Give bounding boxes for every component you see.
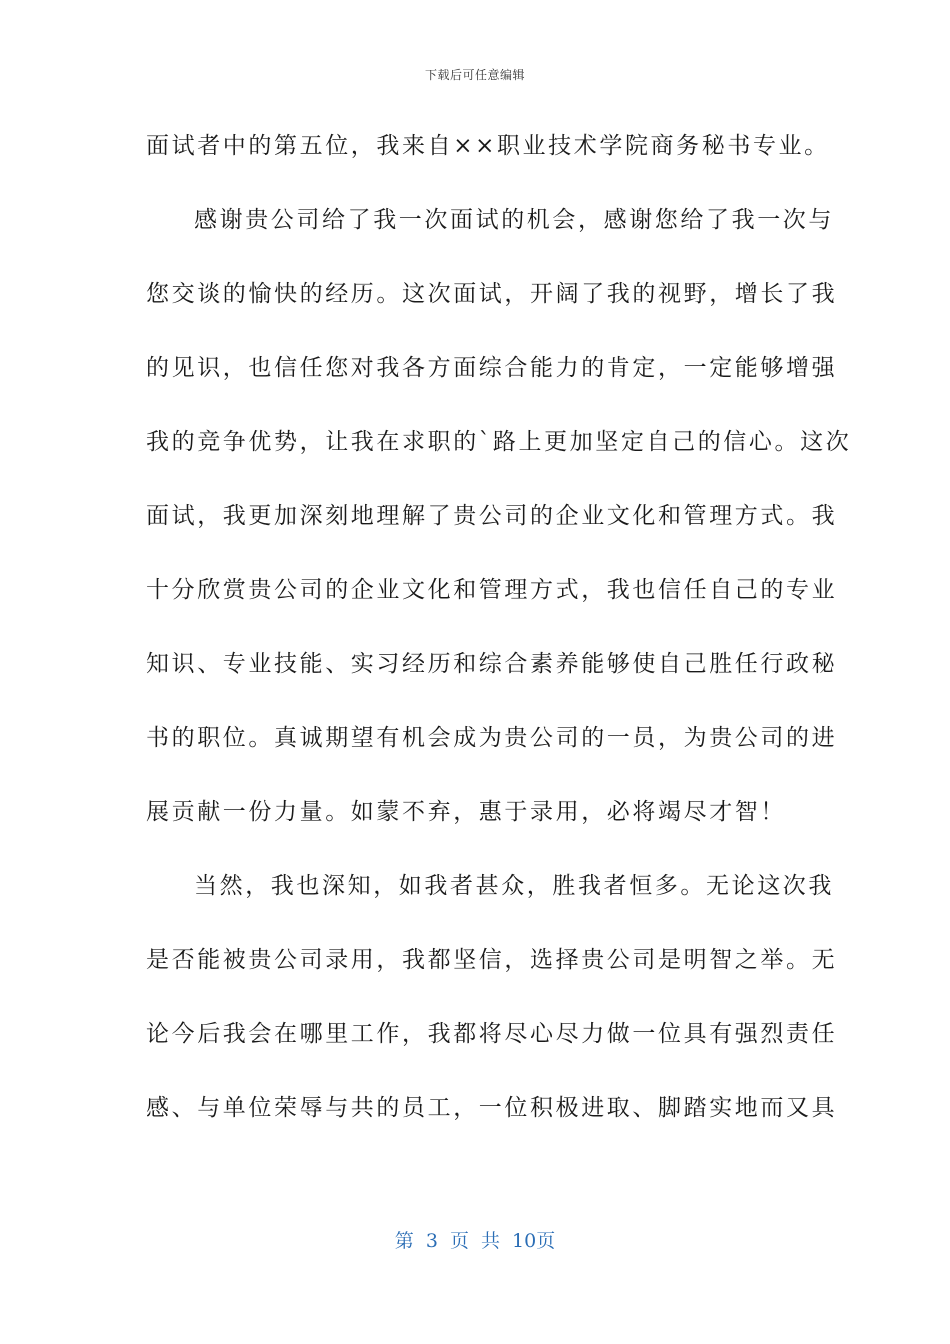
- body-line: 当然，我也深知，如我者甚众，胜我者恒多。无论这次我: [194, 873, 834, 899]
- body-line: 十分欣赏贵公司的企业文化和管理方式，我也信任自己的专业: [146, 577, 838, 603]
- body-line: 感、与单位荣辱与共的员工，一位积极进取、脚踏实地而又具: [146, 1095, 838, 1121]
- body-line: 感谢贵公司给了我一次面试的机会，感谢您给了我一次与: [194, 207, 834, 233]
- body-line: 展贡献一份力量。如蒙不弃，惠于录用，必将竭尽才智！: [146, 799, 786, 825]
- page-header: 下载后可任意编辑: [424, 68, 525, 82]
- body-line: 您交谈的愉快的经历。这次面试，开阔了我的视野，增长了我: [146, 281, 838, 307]
- body-line: 书的职位。真诚期望有机会成为贵公司的一员，为贵公司的进: [146, 725, 838, 751]
- body-line: 我的竞争优势，让我在求职的`路上更加坚定自己的信心。这次: [146, 429, 852, 455]
- page-number-footer: 第 3 页 共 10页: [394, 1230, 556, 1252]
- body-line: 的见识，也信任您对我各方面综合能力的肯定，一定能够增强: [146, 355, 838, 381]
- body-line: 面试，我更加深刻地理解了贵公司的企业文化和管理方式。我: [146, 503, 838, 529]
- document-body: [146, 123, 852, 1159]
- body-line: 面试者中的第五位，我来自××职业技术学院商务秘书专业。: [146, 133, 830, 159]
- body-line: 论今后我会在哪里工作，我都将尽心尽力做一位具有强烈责任: [146, 1021, 838, 1047]
- body-line: 是否能被贵公司录用，我都坚信，选择贵公司是明智之举。无: [146, 947, 838, 973]
- body-line: 知识、专业技能、实习经历和综合素养能够使自己胜任行政秘: [146, 651, 838, 677]
